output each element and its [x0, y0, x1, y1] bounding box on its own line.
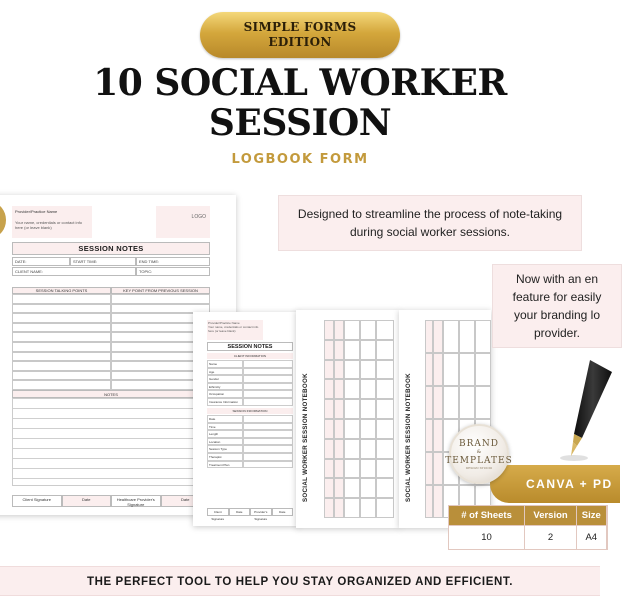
field-value	[243, 461, 293, 469]
signature-row	[207, 508, 293, 521]
grid-cell	[433, 386, 443, 419]
field-value	[243, 453, 293, 461]
grid-cell	[334, 498, 344, 518]
feature-box	[492, 264, 622, 348]
provider-box	[207, 320, 263, 340]
edition-badge	[200, 12, 400, 58]
grid-cell	[475, 353, 491, 386]
field-row	[207, 390, 293, 398]
provider-label: Provider/Practice Name	[15, 209, 58, 214]
field-row	[207, 368, 293, 376]
grid-cell	[459, 353, 475, 386]
date-cell: Date	[161, 495, 211, 507]
grid-cell	[475, 320, 491, 353]
grid-cell	[360, 320, 376, 340]
brand-logo-line: BRAND	[459, 438, 499, 449]
field-value	[243, 423, 293, 431]
date-cell: Date	[229, 508, 251, 516]
client-signature-cell: Client Signature	[12, 495, 62, 507]
grid-cell	[360, 419, 376, 439]
description-box: Designed to streamline the process of note-taking during social worker sessions.	[278, 195, 582, 251]
grid-cell	[360, 360, 376, 380]
field-row	[207, 383, 293, 391]
field-row	[207, 423, 293, 431]
date-cell: Date	[62, 495, 112, 507]
grid-cell	[344, 459, 360, 479]
notebook-grid	[324, 320, 394, 518]
version-value: 2	[525, 526, 577, 550]
grid-cell	[111, 294, 210, 304]
grid-cell	[344, 419, 360, 439]
field-label: Name	[207, 360, 243, 368]
grid-cell	[425, 353, 433, 386]
subtitle: LOGBOOK FORM	[231, 152, 369, 167]
field-value	[243, 390, 293, 398]
footer-tagline: THE PERFECT TOOL TO HELP YOU STAY ORGANIZED AND EFFICIENT.	[0, 566, 600, 596]
spec-table	[448, 505, 608, 550]
field-label: Gender	[207, 375, 243, 383]
notebook-page-preview	[296, 310, 400, 528]
client-info-page-preview	[193, 312, 299, 526]
grid-cell	[12, 342, 111, 352]
grid-cell	[12, 313, 111, 323]
client-signature-cell: Client Signature	[207, 508, 229, 516]
grid-cell	[433, 452, 443, 485]
grid-row	[12, 323, 210, 333]
end-time-field: END TIME:	[136, 257, 210, 266]
badge-line-2: EDITION	[268, 35, 332, 49]
brand-circle-decoration	[0, 203, 6, 237]
grid-cell	[475, 386, 491, 419]
grid-cell	[360, 478, 376, 498]
grid-cell	[425, 320, 433, 353]
grid-cell	[360, 340, 376, 360]
talking-points-grid	[12, 294, 210, 390]
notebook-title: SOCIAL WORKER SESSION NOTEBOOK	[405, 373, 412, 503]
session-fields	[207, 415, 293, 468]
grid-cell	[344, 320, 360, 340]
grid-cell	[443, 353, 459, 386]
grid-cell	[324, 399, 334, 419]
logo-placeholder: LOGO	[156, 206, 210, 238]
form-row-date	[12, 257, 210, 266]
grid-cell	[376, 379, 394, 399]
grid-row	[12, 380, 210, 390]
grid-cell	[360, 399, 376, 419]
date-cell: Date	[272, 508, 294, 516]
grid-row	[12, 304, 210, 314]
grid-cell	[324, 320, 334, 340]
grid-cell	[376, 498, 394, 518]
session-notes-heading: SESSION NOTES	[207, 342, 293, 351]
grid-row	[12, 332, 210, 342]
client-fields	[207, 360, 293, 406]
pen-icon	[560, 380, 620, 470]
field-value	[243, 368, 293, 376]
grid-cell	[334, 360, 344, 380]
notes-label: NOTES	[12, 390, 210, 398]
extra-header	[606, 506, 608, 526]
grid-cell	[425, 452, 433, 485]
grid-cell	[344, 340, 360, 360]
field-value	[243, 438, 293, 446]
grid-cell	[334, 419, 344, 439]
grid-cell	[324, 478, 334, 498]
provider-box	[12, 206, 92, 238]
field-label: Session Type	[207, 445, 243, 453]
grid-cell	[360, 498, 376, 518]
grid-cell	[324, 419, 334, 439]
grid-cell	[12, 304, 111, 314]
field-label: Treatment Plan	[207, 461, 243, 469]
key-point-header: KEY POINT FROM PREVIOUS SESSION	[111, 287, 210, 294]
format-banner: CANVA + PD	[490, 465, 620, 503]
grid-cell	[344, 360, 360, 380]
size-header: Size	[577, 506, 606, 526]
provider-label: Provider/Practice Name	[208, 321, 240, 325]
grid-cell	[324, 340, 334, 360]
grid-cell	[344, 439, 360, 459]
grid-cell	[360, 459, 376, 479]
client-name-field: CLIENT NAME:	[12, 267, 136, 276]
notebook-title: SOCIAL WORKER SESSION NOTEBOOK	[302, 373, 309, 503]
grid-cell	[324, 360, 334, 380]
grid-row	[12, 294, 210, 304]
grid-row	[12, 371, 210, 381]
grid-cell	[334, 340, 344, 360]
grid-cell	[12, 361, 111, 371]
grid-cell	[334, 439, 344, 459]
grid-cell	[324, 498, 334, 518]
grid-cell	[344, 498, 360, 518]
field-row	[207, 360, 293, 368]
field-label: Occupation	[207, 390, 243, 398]
grid-cell	[376, 459, 394, 479]
badge-line-1: SIMPLE FORMS	[243, 20, 357, 34]
field-label: Length	[207, 430, 243, 438]
grid-cell	[344, 379, 360, 399]
grid-cell	[459, 320, 475, 353]
field-label: Location	[207, 438, 243, 446]
grid-cell	[425, 485, 433, 518]
grid-cell	[443, 386, 459, 419]
grid-cell	[376, 399, 394, 419]
field-row	[207, 445, 293, 453]
field-value	[243, 430, 293, 438]
grid-cell	[324, 459, 334, 479]
field-row	[207, 415, 293, 423]
grid-cell	[12, 294, 111, 304]
grid-cell	[433, 353, 443, 386]
grid-cell	[360, 379, 376, 399]
start-time-field: START TIME:	[70, 257, 136, 266]
notes-lines	[12, 398, 210, 486]
grid-cell	[433, 485, 443, 518]
feature-line: provider.	[533, 326, 581, 340]
notebook-grid	[425, 320, 491, 518]
grid-cell	[443, 320, 459, 353]
field-value	[243, 360, 293, 368]
main-title-line-2: SESSION	[208, 102, 392, 144]
field-row	[207, 430, 293, 438]
grid-cell	[376, 340, 394, 360]
grid-cell	[344, 478, 360, 498]
form-row-client	[12, 267, 210, 276]
field-label: Insurance Information	[207, 398, 243, 406]
version-header: Version	[525, 506, 577, 526]
date-field: DATE:	[12, 257, 70, 266]
grid-cell	[334, 379, 344, 399]
grid-cell	[12, 371, 111, 381]
field-label: Ethnicity	[207, 383, 243, 391]
session-info-label: SESSION INFORMATION	[207, 408, 293, 414]
field-label: Therapist	[207, 453, 243, 461]
grid-cell	[433, 419, 443, 452]
grid-cell	[334, 399, 344, 419]
grid-cell	[376, 320, 394, 340]
grid-row	[12, 352, 210, 362]
grid-cell	[376, 360, 394, 380]
grid-cell	[376, 419, 394, 439]
main-title-line-1: 10 SOCIAL WORKER	[93, 62, 507, 104]
talking-points-header: SESSION TALKING POINTS	[12, 287, 111, 294]
field-label: Age	[207, 368, 243, 376]
sheets-value: 10	[449, 526, 525, 550]
grid-row	[12, 313, 210, 323]
topic-field: TOPIC:	[136, 267, 210, 276]
feature-line: Now with an en	[515, 272, 599, 286]
field-label: Time	[207, 423, 243, 431]
extra-value	[606, 526, 608, 550]
field-row	[207, 398, 293, 406]
brand-logo-line: &	[476, 448, 482, 455]
feature-line: feature for easily	[512, 290, 602, 304]
provider-signature-cell: Healthcare Provider's Signature	[111, 495, 161, 507]
field-value	[243, 445, 293, 453]
grid-cell	[334, 478, 344, 498]
grid-cell	[344, 399, 360, 419]
field-row	[207, 453, 293, 461]
grid-cell	[334, 459, 344, 479]
grid-cell	[334, 320, 344, 340]
grid-cell	[376, 478, 394, 498]
grid-cell	[12, 323, 111, 333]
field-row	[207, 375, 293, 383]
provider-signature-cell: Provider's Signature	[250, 508, 272, 516]
feature-line: your branding lo	[513, 308, 601, 322]
grid-cell	[12, 332, 111, 342]
grid-cell	[425, 419, 433, 452]
field-row	[207, 461, 293, 469]
field-label: Date	[207, 415, 243, 423]
field-row	[207, 438, 293, 446]
brand-logo-line: DESIGN STUDIO	[465, 465, 493, 470]
grid-cell	[360, 439, 376, 459]
provider-text: Your name, credentials or contact info here (or leave blank)	[208, 325, 259, 333]
grid-cell	[433, 320, 443, 353]
session-notes-heading: SESSION NOTES	[12, 242, 210, 255]
column-headers	[12, 287, 210, 294]
grid-cell	[12, 352, 111, 362]
field-value	[243, 415, 293, 423]
grid-cell	[459, 386, 475, 419]
grid-cell	[324, 379, 334, 399]
brand-logo	[445, 424, 513, 484]
brand-logo-line: TEMPLATES	[445, 455, 513, 466]
client-info-label: CLIENT INFORMATION	[207, 353, 293, 359]
field-value	[243, 398, 293, 406]
grid-row	[12, 342, 210, 352]
field-value	[243, 375, 293, 383]
grid-cell	[376, 439, 394, 459]
notebook-page-preview-2	[399, 310, 491, 528]
signature-row	[12, 495, 210, 507]
provider-text: Your name, credentials or contact info here (or leave blank)	[15, 220, 83, 230]
field-value	[243, 383, 293, 391]
grid-row	[12, 361, 210, 371]
sheets-header: # of Sheets	[449, 506, 525, 526]
grid-cell	[425, 386, 433, 419]
grid-cell	[324, 439, 334, 459]
size-value: A4	[577, 526, 606, 550]
grid-cell	[12, 380, 111, 390]
